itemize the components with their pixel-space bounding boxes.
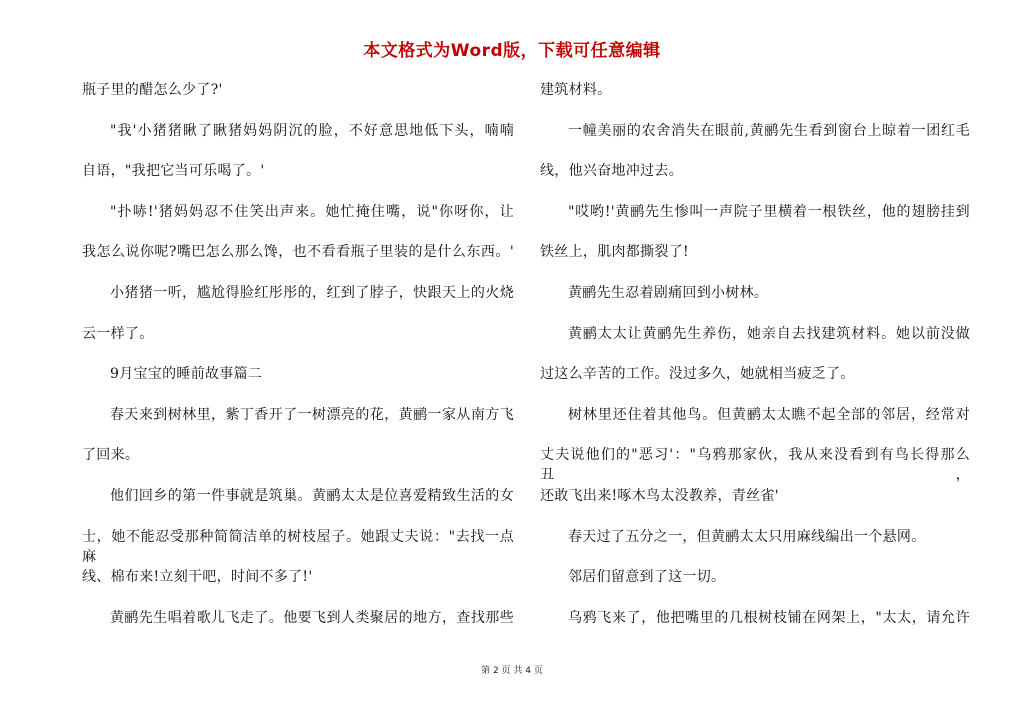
page-number-footer: 第 2 页 共 4 页 — [481, 666, 543, 676]
right-text-column — [540, 80, 970, 648]
text-line: 丈夫说他们的"恶习'："乌鸦那家伙，我从来没看到有鸟长得那么丑， — [540, 447, 970, 484]
text-line: "扑哧!'猪妈妈忍不住笑出声来。她忙掩住嘴，说"你呀你，让 — [110, 203, 514, 220]
text-line: 春天来到树林里，紫丁香开了一树漂亮的花，黄鹂一家从南方飞 — [110, 406, 514, 423]
text-line: "哎哟!'黄鹂先生惨叫一声院子里横着一根铁丝，他的翅膀挂到 — [568, 203, 970, 220]
text-line: 黄鹂太太让黄鹂先生养伤，她亲自去找建筑材料。她以前没做 — [568, 325, 970, 342]
text-line: 线，他兴奋地冲过去。 — [540, 163, 683, 180]
text-line: 黄鹂先生忍着剧痛回到小树林。 — [568, 284, 769, 301]
text-line: 铁丝上，肌肉都撕裂了! — [540, 244, 689, 261]
text-line: 线、棉布来!立刻干吧，时间不多了!' — [82, 569, 313, 586]
text-line: 他们回乡的第一件事就是筑巢。黄鹂太太是位喜爱精致生活的女 — [110, 487, 514, 504]
document-banner: 本文格式为Word版，下载可任意编辑 — [363, 41, 661, 61]
left-text-column — [82, 80, 514, 648]
text-line: 黄鹂先生唱着歌儿飞走了。他要飞到人类聚居的地方，查找那些 — [110, 609, 514, 626]
text-line: 春天过了五分之一，但黄鹂太太只用麻线编出一个悬网。 — [568, 528, 926, 545]
text-line: "我'小猪猪瞅了瞅猪妈妈阴沉的脸，不好意思地低下头，喃喃 — [110, 122, 514, 139]
text-line: 邻居们留意到了这一切。 — [568, 569, 726, 586]
text-line: 我怎么说你呢?嘴巴怎么那么馋，也不看看瓶子里装的是什么东西。' — [82, 244, 514, 261]
text-line: 还敢飞出来!啄木鸟太没教养，青丝雀' — [540, 487, 779, 504]
text-line: 乌鸦飞来了，他把嘴里的几根树枝铺在网架上，"太太，请允许 — [568, 609, 970, 626]
text-line: 建筑材料。 — [540, 82, 612, 98]
text-line: 士，她不能忍受那种简简洁单的树枝屋子。她跟丈夫说："去找一点麻 — [82, 528, 514, 565]
text-line: 了回来。 — [82, 447, 140, 464]
text-line: 自语，"我把它当可乐喝了。' — [82, 163, 265, 180]
text-line: 过这么辛苦的工作。没过多久，她就相当疲乏了。 — [540, 366, 855, 383]
text-line: 9月宝宝的睡前故事篇二 — [110, 366, 263, 383]
text-line: 云一样了。 — [82, 325, 154, 342]
text-line: 树林里还住着其他鸟。但黄鹂太太瞧不起全部的邻居，经常对 — [568, 406, 970, 423]
text-line: 一幢美丽的农舍消失在眼前,黄鹂先生看到窗台上晾着一团红毛 — [568, 122, 970, 139]
text-line: 小猪猪一听，尴尬得脸红彤彤的，红到了脖子，快跟天上的火烧 — [110, 284, 514, 301]
text-line: 瓶子里的醋怎么少了?' — [82, 82, 223, 98]
